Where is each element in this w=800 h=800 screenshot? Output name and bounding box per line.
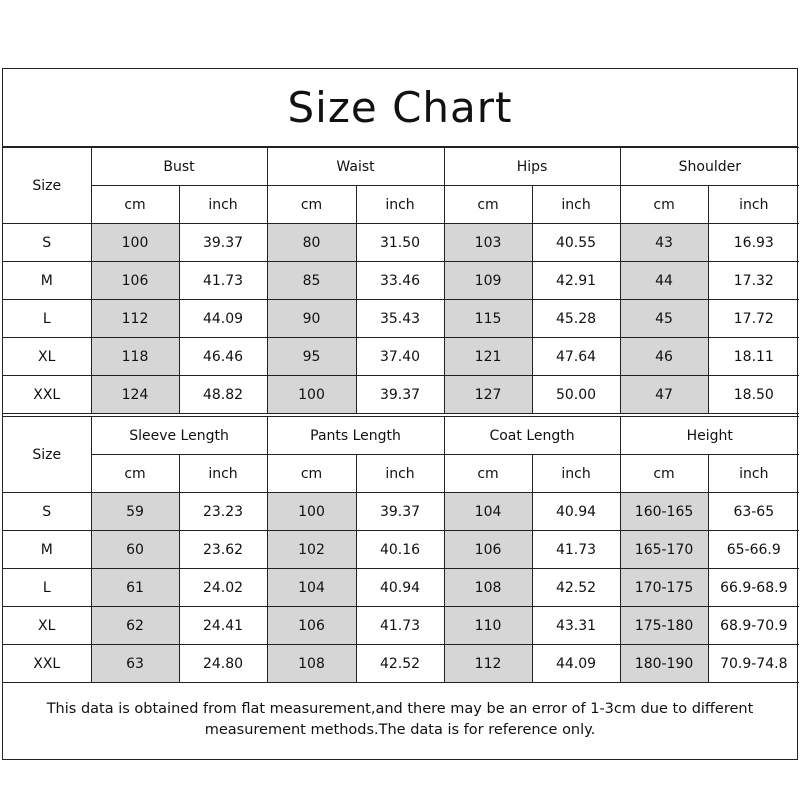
cm-value-cell: 108 <box>267 645 356 683</box>
cm-value-cell: 106 <box>91 262 179 300</box>
size-label-cell: L <box>3 569 91 607</box>
cm-value-cell: 106 <box>444 531 532 569</box>
inch-value-cell: 66.9-68.9 <box>708 569 799 607</box>
table-row <box>3 645 799 683</box>
unit-header-inch: inch <box>356 186 444 224</box>
page-title: Size Chart <box>3 69 797 147</box>
cm-value-cell: 112 <box>444 645 532 683</box>
cm-value-cell: 100 <box>267 493 356 531</box>
cm-value-cell: 109 <box>444 262 532 300</box>
inch-value-cell: 23.62 <box>179 531 267 569</box>
cm-value-cell: 160-165 <box>620 493 708 531</box>
size-header: Size <box>3 417 91 493</box>
cm-value-cell: 90 <box>267 300 356 338</box>
table-row <box>3 300 799 338</box>
size-label-cell: L <box>3 300 91 338</box>
unit-header-cm: cm <box>444 186 532 224</box>
inch-value-cell: 68.9-70.9 <box>708 607 799 645</box>
cm-value-cell: 118 <box>91 338 179 376</box>
cm-value-cell: 62 <box>91 607 179 645</box>
inch-value-cell: 40.55 <box>532 224 620 262</box>
cm-value-cell: 112 <box>91 300 179 338</box>
cm-value-cell: 106 <box>267 607 356 645</box>
cm-value-cell: 115 <box>444 300 532 338</box>
cm-value-cell: 46 <box>620 338 708 376</box>
unit-header-inch: inch <box>356 455 444 493</box>
cm-value-cell: 104 <box>267 569 356 607</box>
size-label-cell: XXL <box>3 376 91 414</box>
unit-header-inch: inch <box>708 455 799 493</box>
unit-header-cm: cm <box>91 455 179 493</box>
inch-value-cell: 18.50 <box>708 376 799 414</box>
inch-value-cell: 70.9-74.8 <box>708 645 799 683</box>
inch-value-cell: 42.52 <box>532 569 620 607</box>
size-header: Size <box>3 148 91 224</box>
cm-value-cell: 180-190 <box>620 645 708 683</box>
inch-value-cell: 17.32 <box>708 262 799 300</box>
size-label-cell: S <box>3 493 91 531</box>
cm-value-cell: 108 <box>444 569 532 607</box>
unit-header-cm: cm <box>267 455 356 493</box>
inch-value-cell: 48.82 <box>179 376 267 414</box>
size-label-cell: M <box>3 531 91 569</box>
inch-value-cell: 40.94 <box>356 569 444 607</box>
table-row <box>3 262 799 300</box>
cm-value-cell: 61 <box>91 569 179 607</box>
disclaimer-note: This data is obtained from flat measurement,and there may be an error of 1-3cm due to different measurement methods.The data is for reference only. <box>46 701 754 738</box>
inch-value-cell: 24.41 <box>179 607 267 645</box>
inch-value-cell: 42.52 <box>356 645 444 683</box>
cm-value-cell: 165-170 <box>620 531 708 569</box>
inch-value-cell: 63-65 <box>708 493 799 531</box>
size-label-cell: S <box>3 224 91 262</box>
inch-value-cell: 17.72 <box>708 300 799 338</box>
inch-value-cell: 18.11 <box>708 338 799 376</box>
cm-value-cell: 44 <box>620 262 708 300</box>
cm-value-cell: 127 <box>444 376 532 414</box>
cm-value-cell: 80 <box>267 224 356 262</box>
inch-value-cell: 44.09 <box>179 300 267 338</box>
table-row <box>3 493 799 531</box>
unit-header-inch: inch <box>179 455 267 493</box>
cm-value-cell: 43 <box>620 224 708 262</box>
cm-value-cell: 100 <box>267 376 356 414</box>
measurement-group-header: Bust <box>91 148 267 186</box>
cm-value-cell: 47 <box>620 376 708 414</box>
table-row <box>3 569 799 607</box>
size-label-cell: XL <box>3 607 91 645</box>
size-chart <box>2 68 798 760</box>
cm-value-cell: 175-180 <box>620 607 708 645</box>
unit-header-cm: cm <box>444 455 532 493</box>
unit-header-inch: inch <box>532 186 620 224</box>
cm-value-cell: 102 <box>267 531 356 569</box>
inch-value-cell: 42.91 <box>532 262 620 300</box>
cm-value-cell: 63 <box>91 645 179 683</box>
measurement-group-header: Waist <box>267 148 444 186</box>
inch-value-cell: 33.46 <box>356 262 444 300</box>
size-label-cell: M <box>3 262 91 300</box>
unit-header-cm: cm <box>620 455 708 493</box>
unit-header-cm: cm <box>620 186 708 224</box>
cm-value-cell: 45 <box>620 300 708 338</box>
unit-header-inch: inch <box>179 186 267 224</box>
cm-value-cell: 110 <box>444 607 532 645</box>
cm-value-cell: 104 <box>444 493 532 531</box>
inch-value-cell: 31.50 <box>356 224 444 262</box>
table-row <box>3 376 799 414</box>
inch-value-cell: 65-66.9 <box>708 531 799 569</box>
inch-value-cell: 40.16 <box>356 531 444 569</box>
inch-value-cell: 41.73 <box>532 531 620 569</box>
measurement-table-body <box>3 147 799 414</box>
unit-header-cm: cm <box>91 186 179 224</box>
inch-value-cell: 39.37 <box>356 376 444 414</box>
unit-header-cm: cm <box>267 186 356 224</box>
inch-value-cell: 40.94 <box>532 493 620 531</box>
inch-value-cell: 39.37 <box>179 224 267 262</box>
size-label-cell: XXL <box>3 645 91 683</box>
measurement-group-header: Sleeve Length <box>91 417 267 455</box>
inch-value-cell: 45.28 <box>532 300 620 338</box>
measurement-table-lengths <box>3 416 799 683</box>
inch-value-cell: 47.64 <box>532 338 620 376</box>
measurement-group-header: Hips <box>444 148 620 186</box>
inch-value-cell: 46.46 <box>179 338 267 376</box>
cm-value-cell: 121 <box>444 338 532 376</box>
unit-header-inch: inch <box>708 186 799 224</box>
table-row <box>3 607 799 645</box>
cm-value-cell: 85 <box>267 262 356 300</box>
cm-value-cell: 170-175 <box>620 569 708 607</box>
cm-value-cell: 59 <box>91 493 179 531</box>
measurement-group-header: Shoulder <box>620 148 799 186</box>
cm-value-cell: 124 <box>91 376 179 414</box>
cm-value-cell: 60 <box>91 531 179 569</box>
inch-value-cell: 23.23 <box>179 493 267 531</box>
inch-value-cell: 41.73 <box>356 607 444 645</box>
table-row <box>3 531 799 569</box>
inch-value-cell: 37.40 <box>356 338 444 376</box>
inch-value-cell: 41.73 <box>179 262 267 300</box>
cm-value-cell: 95 <box>267 338 356 376</box>
cm-value-cell: 103 <box>444 224 532 262</box>
unit-header-inch: inch <box>532 455 620 493</box>
inch-value-cell: 24.02 <box>179 569 267 607</box>
measurement-group-header: Coat Length <box>444 417 620 455</box>
inch-value-cell: 35.43 <box>356 300 444 338</box>
inch-value-cell: 16.93 <box>708 224 799 262</box>
inch-value-cell: 39.37 <box>356 493 444 531</box>
inch-value-cell: 43.31 <box>532 607 620 645</box>
inch-value-cell: 50.00 <box>532 376 620 414</box>
measurement-group-header: Height <box>620 417 799 455</box>
table-row <box>3 338 799 376</box>
measurement-group-header: Pants Length <box>267 417 444 455</box>
inch-value-cell: 44.09 <box>532 645 620 683</box>
size-label-cell: XL <box>3 338 91 376</box>
table-row <box>3 224 799 262</box>
cm-value-cell: 100 <box>91 224 179 262</box>
inch-value-cell: 24.80 <box>179 645 267 683</box>
